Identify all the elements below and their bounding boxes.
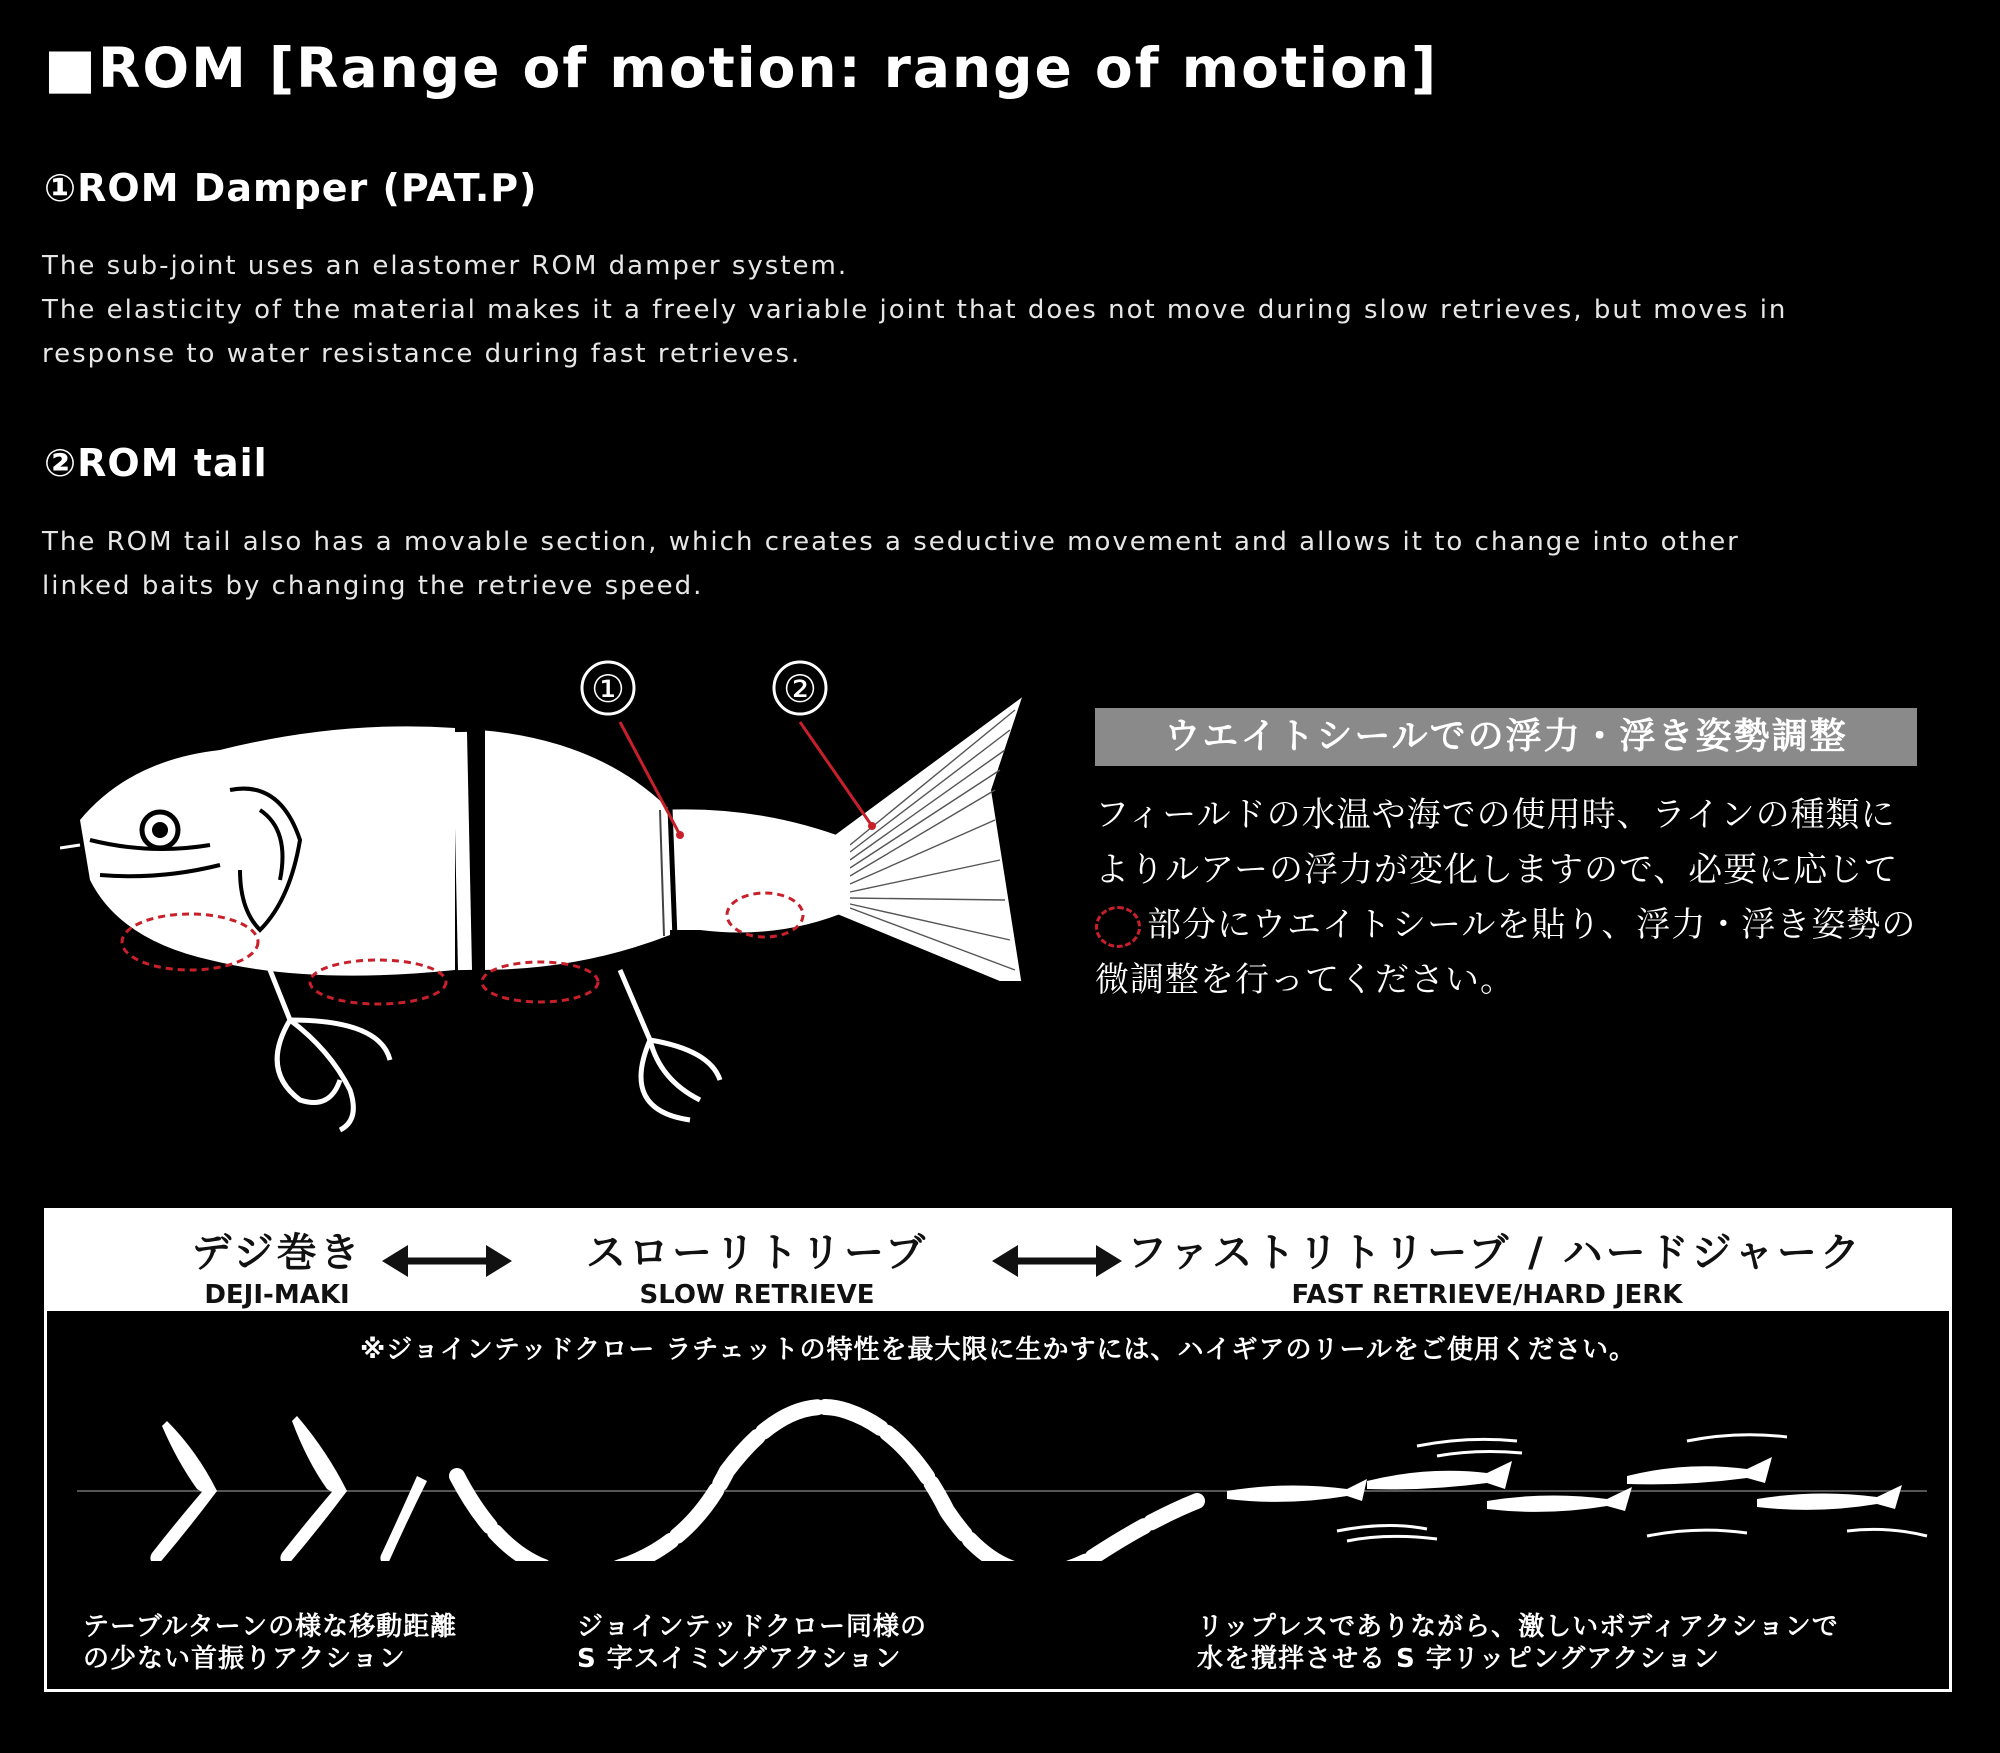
caption-deji-maki-line-2: の少ない首振りアクション (83, 1644, 406, 1674)
tail-fin (830, 700, 1020, 980)
rom-tail-heading: ②ROM tail (44, 441, 268, 485)
slow-retrieve-wave (457, 1407, 1197, 1561)
dashed-circle-icon (1095, 906, 1141, 948)
caption-fast-retrieve (1197, 1611, 1839, 1675)
callout-2-label: ② (782, 667, 818, 711)
callout-1-label: ① (590, 667, 626, 711)
rom-damper-line-1: The sub-joint uses an elastomer ROM damper system. (42, 251, 849, 281)
page-title: ■ROM [Range of motion: range of motion] (44, 36, 1439, 100)
caption-deji-maki-line-1: テーブルターンの様な移動距離 (83, 1612, 458, 1642)
caption-slow-retrieve-line-1: ジョインテッドクロー同様の (577, 1612, 927, 1642)
double-arrow-icon (992, 1241, 1122, 1281)
mode-fast-retrieve-jp: ファストリトリーブ / ハードジャーク (1127, 1230, 1863, 1276)
mode-deji-maki-jp: デジ巻き (191, 1230, 363, 1276)
mode-slow-retrieve-en: SLOW RETRIEVE (639, 1280, 875, 1310)
caption-deji-maki (83, 1611, 457, 1675)
front-hook (270, 970, 390, 1130)
caption-slow-retrieve (577, 1611, 927, 1675)
weight-seal-description (1095, 788, 1945, 1008)
rom-damper-line-2: The elasticity of the material makes it a freely variable joint that does not move during slow retrieves, but moves in (42, 295, 1788, 325)
body-head-segment (80, 726, 455, 975)
weight-seal-heading: ウエイトシールでの浮力・浮き姿勢調整 (1095, 708, 1917, 766)
retrieve-mode-header (47, 1211, 1949, 1311)
double-arrow-icon (382, 1241, 512, 1281)
high-gear-note: ※ジョインテッドクロー ラチェットの特性を最大限に生かすには、ハイギアのリールをご使用ください。 (360, 1335, 1636, 1365)
weight-seal-line-3 (1095, 898, 1945, 953)
mode-deji-maki-en: DEJI-MAKI (204, 1280, 350, 1310)
weight-seal-line-2: よりルアーの浮力が変化しますので、必要に応じて (1095, 850, 1899, 890)
rom-damper-line-3: response to water resistance during fast retrieves. (42, 339, 802, 369)
body-mid-segment (480, 730, 670, 970)
caption-fast-retrieve-line-1: リップレスでありながら、激しいボディアクションで (1197, 1612, 1839, 1642)
caption-fast-retrieve-line-2: 水を撹拌させる S 字リッピングアクション (1197, 1644, 1720, 1674)
swimming-action-illustration (47, 1361, 1949, 1561)
weight-seal-line-3-text: 部分にウエイトシールを貼り、浮力・浮き姿勢の (1147, 905, 1917, 945)
caption-slow-retrieve-line-2: S 字スイミングアクション (577, 1644, 902, 1674)
rom-damper-description (42, 244, 1922, 376)
lure-diagram (60, 640, 1040, 1160)
rom-tail-description (42, 520, 1922, 608)
mode-fast-retrieve (1127, 1221, 1863, 1310)
callout-2 (774, 662, 876, 830)
deji-maki-action (150, 1416, 427, 1561)
rom-damper-heading: ①ROM Damper (PAT.P) (44, 166, 538, 210)
mode-deji-maki (137, 1221, 417, 1310)
mode-slow-retrieve (547, 1221, 967, 1310)
body-rear-segment (660, 809, 850, 932)
mode-slow-retrieve-jp: スローリトリーブ (586, 1230, 928, 1276)
weight-seal-line-4: 微調整を行ってください。 (1095, 960, 1515, 1000)
fast-retrieve-action (1227, 1457, 1902, 1512)
rom-tail-line-1: The ROM tail also has a movable section, which creates a seductive movement and allows it to change into other (42, 527, 1740, 557)
mode-fast-retrieve-en: FAST RETRIEVE/HARD JERK (1291, 1280, 1683, 1310)
retrieve-action-panel (44, 1208, 1952, 1692)
rear-hook (620, 970, 720, 1120)
rom-tail-line-2: linked baits by changing the retrieve speed. (42, 571, 704, 601)
weight-seal-line-1: フィールドの水温や海での使用時、ラインの種類に (1095, 795, 1896, 835)
lure-illustration (60, 640, 1040, 1160)
